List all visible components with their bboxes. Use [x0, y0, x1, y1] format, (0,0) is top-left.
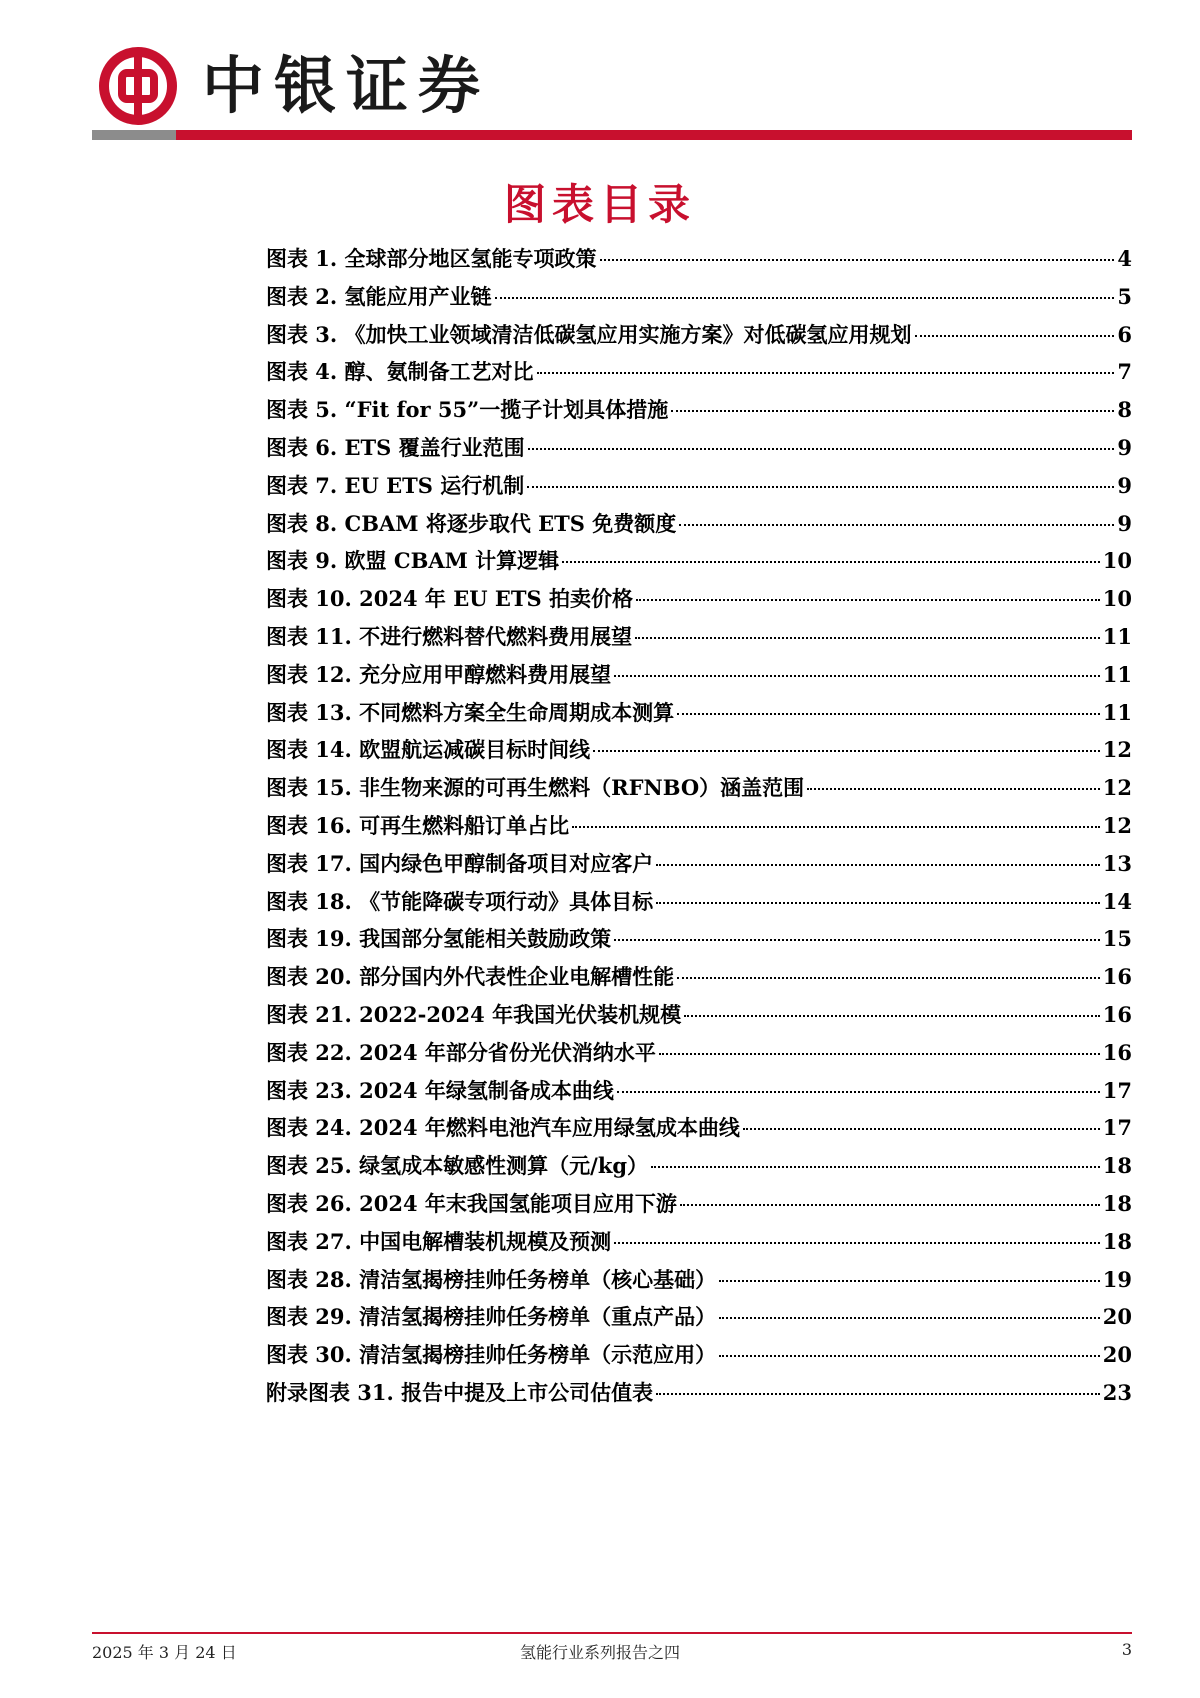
toc-entry[interactable]: [266, 583, 1132, 621]
toc-entry-label: 图表 26. 2024 年末我国氢能项目应用下游: [266, 1190, 677, 1216]
toc-entry[interactable]: [266, 999, 1132, 1037]
toc-entry-label: 图表 11. 不进行燃料替代燃料费用展望: [266, 623, 633, 649]
toc-entry-page: 11: [1102, 623, 1132, 649]
toc-leader-dots: [719, 1280, 1100, 1282]
toc-entry-page: 16: [1102, 1001, 1132, 1027]
toc-entry-page: 18: [1102, 1190, 1132, 1216]
toc-leader-dots: [677, 713, 1100, 715]
toc-entry-label: 图表 2. 氢能应用产业链: [266, 283, 492, 309]
footer-date: 2025 年 3 月 24 日: [92, 1643, 237, 1662]
toc-entry-label: 图表 19. 我国部分氢能相关鼓励政策: [266, 926, 612, 952]
toc-leader-dots: [719, 1317, 1100, 1319]
toc-entry[interactable]: [266, 1264, 1132, 1302]
toc-entry-label: 图表 27. 中国电解槽装机规模及预测: [266, 1228, 612, 1254]
toc-entry-page: 13: [1102, 850, 1132, 876]
toc-entry-label: 图表 22. 2024 年部分省份光伏消纳水平: [266, 1039, 656, 1065]
toc-leader-dots: [636, 599, 1100, 601]
toc-entry-label: 图表 29. 清洁氢揭榜挂帅任务榜单（重点产品）: [266, 1304, 717, 1330]
toc-entry[interactable]: [266, 545, 1132, 583]
toc-entry-label: 图表 8. CBAM 将逐步取代 ETS 免费额度: [266, 510, 677, 536]
toc-entry[interactable]: [266, 1112, 1132, 1150]
toc-entry[interactable]: [266, 734, 1132, 772]
toc-entry[interactable]: [266, 697, 1132, 735]
toc-entry-page: 11: [1102, 661, 1132, 687]
toc-entry[interactable]: [266, 1377, 1132, 1415]
toc-list: [266, 243, 1132, 1415]
toc-entry-label: 图表 20. 部分国内外代表性企业电解槽性能: [266, 964, 675, 990]
toc-entry[interactable]: [266, 1150, 1132, 1188]
page-header: [92, 44, 1132, 144]
toc-leader-dots: [671, 410, 1114, 412]
toc-leader-dots: [684, 1015, 1100, 1017]
toc-leader-dots: [680, 1204, 1100, 1206]
toc-entry-page: 23: [1102, 1379, 1132, 1405]
toc-entry-page: 16: [1102, 964, 1132, 990]
toc-entry[interactable]: [266, 508, 1132, 546]
toc-entry-label: 图表 14. 欧盟航运减碳目标时间线: [266, 737, 591, 763]
toc-entry-page: 14: [1102, 888, 1132, 914]
toc-leader-dots: [495, 297, 1115, 299]
toc-leader-dots: [593, 750, 1100, 752]
toc-entry[interactable]: [266, 1339, 1132, 1377]
toc-entry-label: 图表 15. 非生物来源的可再生燃料（RFNBO）涵盖范围: [266, 775, 805, 801]
toc-leader-dots: [527, 486, 1114, 488]
toc-entry-page: 12: [1102, 775, 1132, 801]
toc-leader-dots: [915, 335, 1115, 337]
toc-entry-page: 12: [1102, 737, 1132, 763]
toc-entry[interactable]: [266, 1301, 1132, 1339]
toc-leader-dots: [677, 977, 1100, 979]
toc-entry-label: 图表 7. EU ETS 运行机制: [266, 472, 525, 498]
toc-entry-page: 5: [1117, 283, 1132, 309]
toc-entry-page: 18: [1102, 1153, 1132, 1179]
footer-report-title: 氢能行业系列报告之四: [519, 1643, 680, 1662]
toc-entry-page: 19: [1102, 1266, 1132, 1292]
toc-entry-label: 图表 3. 《加快工业领域清洁低碳氢应用实施方案》对低碳氢应用规划: [266, 321, 912, 347]
toc-leader-dots: [614, 675, 1100, 677]
toc-entry-label: 图表 24. 2024 年燃料电池汽车应用绿氢成本曲线: [266, 1115, 740, 1141]
toc-entry-page: 9: [1117, 434, 1132, 460]
toc-entry[interactable]: [266, 810, 1132, 848]
toc-leader-dots: [537, 372, 1115, 374]
toc-leader-dots: [659, 1053, 1100, 1055]
toc-leader-dots: [719, 1355, 1100, 1357]
toc-entry-page: 11: [1102, 699, 1132, 725]
toc-entry[interactable]: [266, 243, 1132, 281]
toc-leader-dots: [679, 524, 1114, 526]
toc-entry[interactable]: [266, 772, 1132, 810]
toc-leader-dots: [635, 637, 1100, 639]
toc-leader-dots: [743, 1128, 1100, 1130]
toc-entry-page: 17: [1102, 1115, 1132, 1141]
header-rule-red: [176, 130, 1132, 140]
toc-entry[interactable]: [266, 281, 1132, 319]
toc-entry-page: 10: [1102, 586, 1132, 612]
toc-entry-page: 4: [1117, 246, 1132, 271]
toc-entry-page: 12: [1102, 812, 1132, 838]
toc-entry-label: 图表 21. 2022-2024 年我国光伏装机规模: [266, 1001, 682, 1027]
toc-entry-page: 18: [1102, 1228, 1132, 1254]
toc-entry[interactable]: [266, 1188, 1132, 1226]
toc-entry-label: 图表 9. 欧盟 CBAM 计算逻辑: [266, 548, 560, 574]
header-rule-grey: [92, 130, 176, 140]
toc-entry-page: 15: [1102, 926, 1132, 952]
toc-entry-label: 图表 30. 清洁氢揭榜挂帅任务榜单（示范应用）: [266, 1342, 717, 1368]
toc-entry[interactable]: [266, 432, 1132, 470]
toc-entry[interactable]: [266, 923, 1132, 961]
toc-entry-label: 图表 17. 国内绿色甲醇制备项目对应客户: [266, 850, 654, 876]
toc-entry[interactable]: [266, 659, 1132, 697]
toc-entry-label: 图表 18. 《节能降碳专项行动》具体目标: [266, 888, 654, 914]
toc-leader-dots: [562, 561, 1100, 563]
toc-entry-page: 17: [1102, 1077, 1132, 1103]
toc-entry-page: 10: [1102, 548, 1132, 574]
toc-leader-dots: [617, 1091, 1100, 1093]
toc-entry[interactable]: [266, 356, 1132, 394]
toc-entry-label: 图表 4. 醇、氨制备工艺对比: [266, 359, 534, 385]
toc-entry-label: 图表 25. 绿氢成本敏感性测算（元/kg）: [266, 1153, 649, 1179]
toc-entry[interactable]: [266, 394, 1132, 432]
toc-entry[interactable]: [266, 886, 1132, 924]
toc-entry-label: 图表 16. 可再生燃料船订单占比: [266, 812, 570, 838]
toc-leader-dots: [614, 1242, 1100, 1244]
toc-leader-dots: [656, 1393, 1100, 1395]
toc-entry[interactable]: [266, 621, 1132, 659]
toc-entry-label: 图表 28. 清洁氢揭榜挂帅任务榜单（核心基础）: [266, 1266, 717, 1292]
toc-leader-dots: [807, 788, 1100, 790]
toc-entry-page: 6: [1117, 321, 1132, 347]
toc-leader-dots: [572, 826, 1100, 828]
toc-leader-dots: [656, 864, 1100, 866]
toc-entry-label: 图表 23. 2024 年绿氢制备成本曲线: [266, 1077, 614, 1103]
toc-entry-page: 20: [1102, 1342, 1132, 1368]
toc-leader-dots: [600, 259, 1115, 261]
toc-leader-dots: [614, 939, 1100, 941]
toc-entry-page: 7: [1117, 359, 1132, 385]
toc-leader-dots: [651, 1166, 1100, 1168]
brand-name: 中银证券: [202, 49, 491, 122]
toc-entry-label: 图表 1. 全球部分地区氢能专项政策: [266, 246, 597, 271]
toc-entry-label: 图表 10. 2024 年 EU ETS 拍卖价格: [266, 586, 633, 612]
toc-entry-page: 16: [1102, 1039, 1132, 1065]
toc-entry-label: 图表 6. ETS 覆盖行业范围: [266, 434, 525, 460]
footer-rule: [92, 1632, 1132, 1634]
toc-entry-page: 9: [1117, 510, 1132, 536]
toc-entry[interactable]: [266, 319, 1132, 357]
toc-entry[interactable]: [266, 961, 1132, 999]
toc-entry-label: 图表 12. 充分应用甲醇燃料费用展望: [266, 661, 612, 687]
toc-entry-page: 9: [1117, 472, 1132, 498]
toc-entry-label: 附录图表 31. 报告中提及上市公司估值表: [266, 1379, 654, 1405]
toc-title: 图表目录: [503, 180, 696, 229]
toc-entry[interactable]: [266, 470, 1132, 508]
bank-of-china-logo-icon: [98, 46, 178, 126]
toc-entry-page: 20: [1102, 1304, 1132, 1330]
toc-entry-label: 图表 5. “Fit for 55”一揽子计划具体措施: [266, 397, 669, 423]
toc-entry-label: 图表 13. 不同燃料方案全生命周期成本测算: [266, 699, 675, 725]
footer-page-number: 3: [1121, 1640, 1132, 1659]
toc-leader-dots: [656, 902, 1100, 904]
toc-entry-page: 8: [1117, 397, 1132, 423]
toc-entry[interactable]: [266, 1037, 1132, 1075]
toc-entry[interactable]: [266, 1075, 1132, 1113]
toc-leader-dots: [528, 448, 1115, 450]
toc-entry[interactable]: [266, 1226, 1132, 1264]
toc-entry[interactable]: [266, 848, 1132, 886]
